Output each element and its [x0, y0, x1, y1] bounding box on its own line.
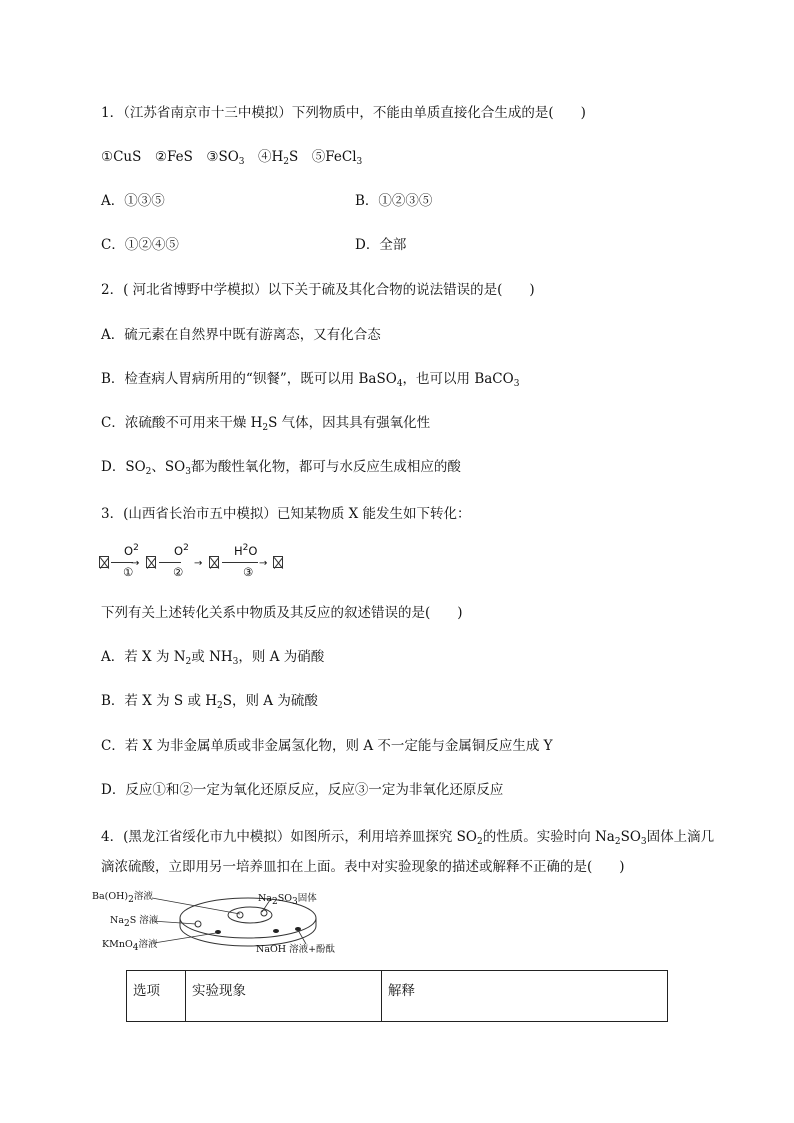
x-placeholder-box — [99, 556, 109, 568]
reaction-3-reagent: $H^2O$ — [234, 543, 258, 558]
label-na2so3-solid: $Na_2SO_3$固体 — [258, 893, 317, 907]
y-placeholder-box — [146, 556, 156, 568]
label-baoh2-solution: $Ba(OH)_2$溶液 — [92, 891, 153, 905]
z-placeholder-box — [209, 556, 219, 568]
q3-option-c: C．若 X 为非金属单质或非金属氢化物，则 A 不一定能与金属铜反应生成 Y — [101, 738, 553, 754]
q4-stem-line-1: 4．(黑龙江省绥化市九中模拟）如图所示，利用培养皿探究 $SO_2$的性质。实验时向 $Na_2SO_3$固体上滴几 — [101, 829, 715, 847]
q3-option-a: A．若 X 为 $N_2$或 $NH_3$，则 A 为硝酸 — [101, 649, 325, 667]
q1-items: ①CuS ②FeS $③SO_3$ $④H_2S$ ⑤FeCl$_3$ — [101, 149, 363, 167]
label-kmno4-solution: KMnO$_4$溶液 — [102, 939, 158, 953]
reaction-3-number: ③ — [243, 565, 254, 579]
reaction-1-reagent: $O^2$ — [124, 543, 139, 558]
q2-option-d: D．$SO_2$、$SO_3$都为酸性氧化物，都可与水反应生成相应的酸 — [101, 459, 461, 477]
table-header-row — [127, 971, 668, 1022]
header-phenomenon: 实验现象 — [186, 971, 382, 1022]
header-option: 选项 — [127, 971, 186, 1022]
arrow-2-icon: → — [194, 558, 203, 569]
petri-dish-figure — [90, 888, 360, 956]
q1-option-b: B．①②③⑤ — [355, 193, 433, 209]
reaction-2-reagent: $O^2$ — [174, 543, 189, 558]
reaction-1-number: ① — [123, 565, 134, 579]
header-explanation: 解释 — [382, 971, 668, 1022]
q1-stem: 1．（江苏省南京市十三中模拟）下列物质中，不能由单质直接化合生成的是( ) — [101, 105, 586, 121]
arrow-1-icon: → — [131, 558, 140, 569]
q2-option-b: B．检查病人胃病所用的“钡餐”，既可以用 BaSO$_4$，也可以用 BaCO$_3$ — [101, 371, 520, 389]
q4-stem-line-2: 滴浓硫酸，立即用另一培养皿扣在上面。表中对实验现象的描述或解释不正确的是( ) — [101, 859, 625, 875]
q2-stem: 2．( 河北省博野中学模拟）以下关于硫及其化合物的说法错误的是( ) — [101, 282, 535, 298]
q3-option-d: D．反应①和②一定为氧化还原反应，反应③一定为非氧化还原反应 — [101, 782, 504, 798]
q3-lead: 下列有关上述转化关系中物质及其反应的叙述错误的是( ) — [101, 605, 463, 621]
q3-stem: 3．(山西省长治市五中模拟）已知某物质 X 能发生如下转化： — [101, 506, 471, 522]
arrow-3-icon: → — [259, 558, 268, 569]
label-na2s-solution: $Na_2S$ 溶液 — [110, 915, 159, 929]
label-naoh-phenolphthalein: NaOH 溶液+酚酞 — [256, 944, 336, 955]
q3-option-b: B．若 X 为 S 或 $H_2S$，则 A 为硫酸 — [101, 693, 318, 711]
q1-option-a: A．①③⑤ — [101, 193, 165, 209]
transformation-scheme — [99, 544, 299, 584]
reaction-2-number: ② — [173, 565, 184, 579]
q2-option-c: C．浓硫酸不可用来干燥 $H_2S$ 气体，因其具有强氧化性 — [101, 415, 431, 433]
a-placeholder-box — [273, 556, 283, 568]
q1-option-c: C．①②④⑤ — [101, 237, 179, 253]
q4-options-table — [126, 970, 668, 1022]
q2-option-a: A．硫元素在自然界中既有游离态，又有化合态 — [101, 327, 381, 343]
q1-option-d: D．全部 — [355, 237, 407, 253]
